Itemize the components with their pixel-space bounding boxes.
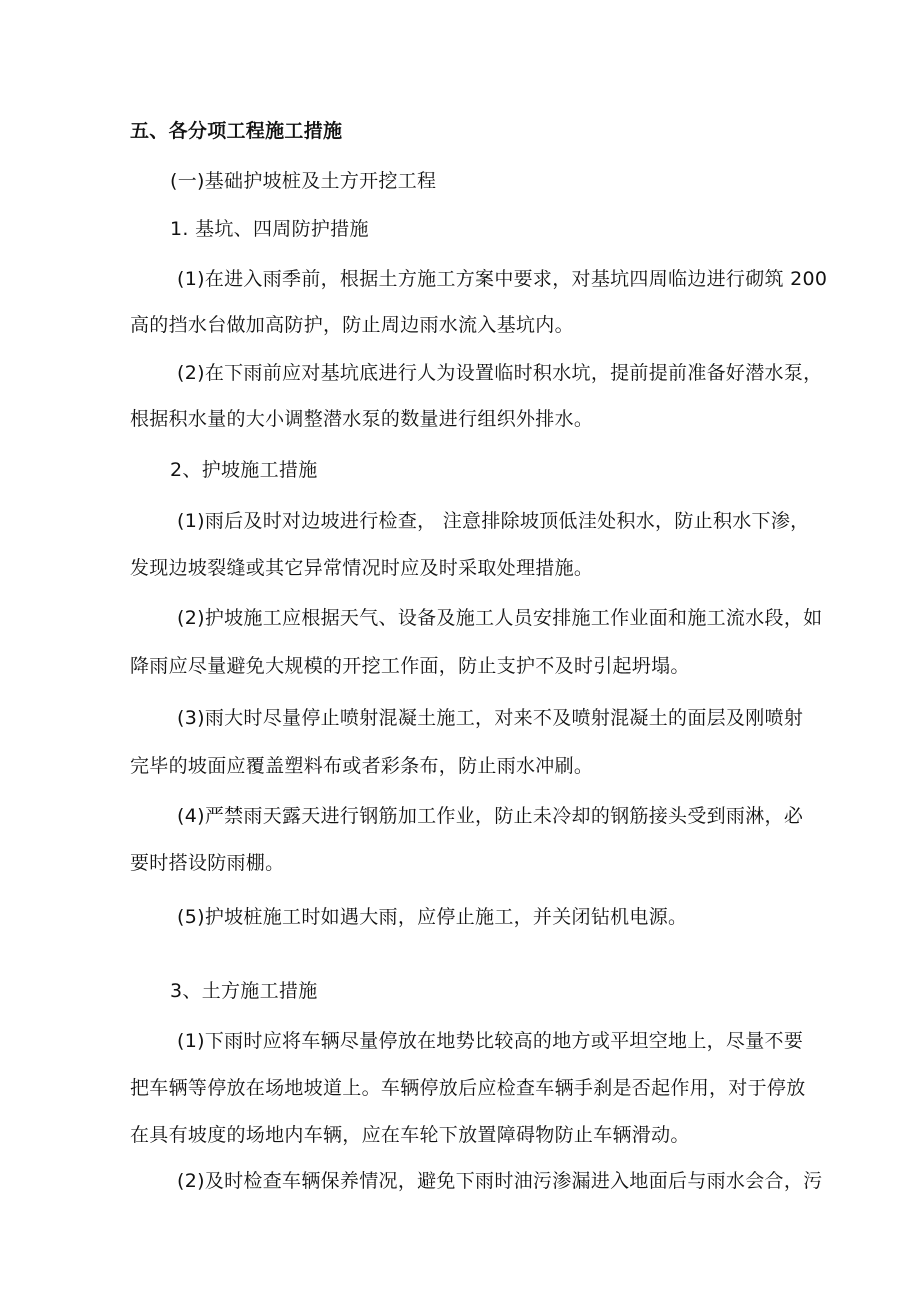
subsection-heading: (一)基础护坡桩及土方开挖工程 [170,170,437,192]
paragraph-line: (1)在进入雨季前，根据土方施工方案中要求，对基坑四周临边进行砌筑 200 [177,268,828,290]
item-2-heading: 2、护坡施工措施 [170,459,318,481]
paragraph-line: 发现边坡裂缝或其它异常情况时应及时采取处理措施。 [130,557,594,579]
paragraph-line: 根据积水量的大小调整潜水泵的数量进行组织外排水。 [130,408,594,430]
paragraph-line: 降雨应尽量避免大规模的开挖工作面，防止支护不及时引起坍塌。 [130,655,690,677]
paragraph-line: 在具有坡度的场地内车辆，应在车轮下放置障碍物防止车辆滑动。 [130,1124,690,1146]
paragraph-line: 把车辆等停放在场地坡道上。车辆停放后应检查车辆手刹是否起作用，对于停放 [130,1077,806,1099]
item-3-heading: 3、土方施工措施 [170,980,318,1002]
paragraph-line: (5)护坡桩施工时如遇大雨，应停止施工，并关闭钻机电源。 [177,906,688,928]
section-title: 五、各分项工程施工措施 [130,120,343,142]
paragraph-line: (1)雨后及时对边坡进行检查， 注意排除坡顶低洼处积水，防止积水下渗， [177,510,810,532]
item-1-heading: 1. 基坑、四周防护措施 [170,218,369,240]
paragraph-line: (2)护坡施工应根据天气、设备及施工人员安排施工作业面和施工流水段，如 [177,607,823,629]
paragraph-line: (2)在下雨前应对基坑底进行人为设置临时积水坑，提前提前准备好潜水泵， [177,362,823,384]
paragraph-line: 要时搭设防雨棚。 [130,852,285,874]
paragraph-line: (2)及时检查车辆保养情况，避免下雨时油污渗漏进入地面后与雨水会合，污 [177,1170,823,1192]
paragraph-line: 高的挡水台做加高防护，防止周边雨水流入基坑内。 [130,314,574,336]
paragraph-line: (1)下雨时应将车辆尽量停放在地势比较高的地方或平坦空地上，尽量不要 [177,1030,804,1052]
paragraph-line: 完毕的坡面应覆盖塑料布或者彩条布，防止雨水冲刷。 [130,755,594,777]
paragraph-line: (4)严禁雨天露天进行钢筋加工作业，防止未冷却的钢筋接头受到雨淋，必 [177,805,804,827]
paragraph-line: (3)雨大时尽量停止喷射混凝土施工，对来不及喷射混凝土的面层及刚喷射 [177,707,804,729]
